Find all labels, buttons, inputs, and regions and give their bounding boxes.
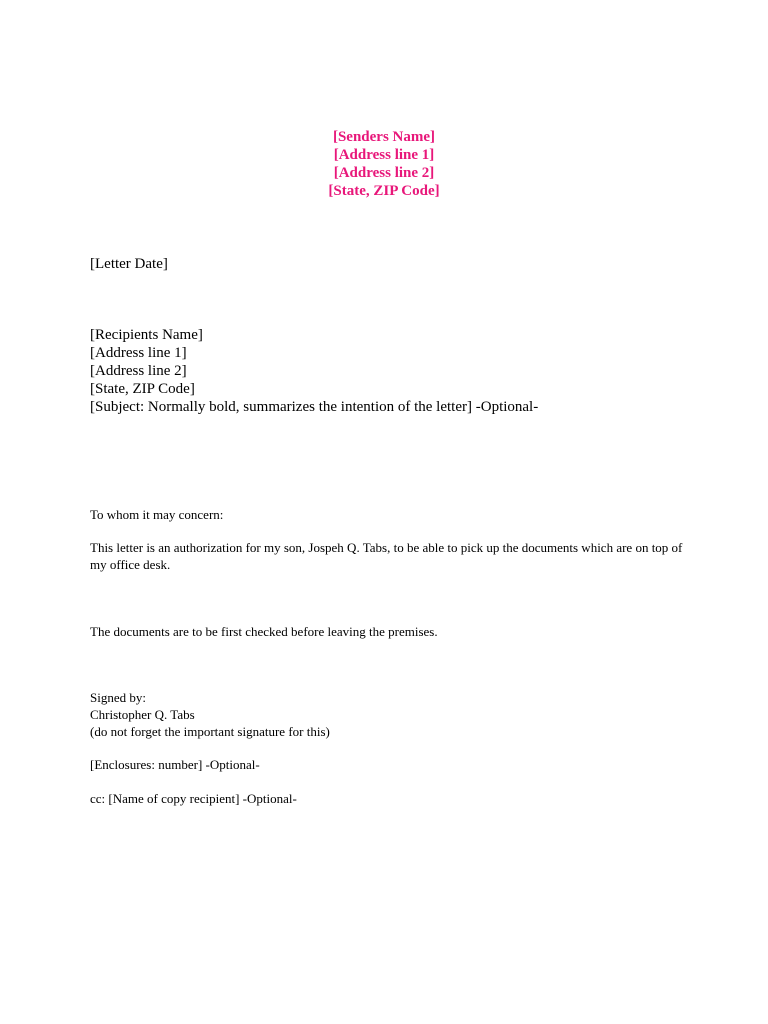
- signed-by-label: Signed by:: [90, 690, 146, 705]
- sender-state-zip: [State, ZIP Code]: [328, 183, 440, 199]
- signature-note: (do not forget the important signature for this): [90, 724, 330, 739]
- letter-date: [Letter Date]: [90, 256, 168, 272]
- recipient-address-line-1: [Address line 1]: [90, 345, 187, 361]
- sender-address-line-2: [Address line 2]: [333, 165, 435, 181]
- sender-address-line-1: [Address line 1]: [333, 147, 435, 163]
- cc-line: cc: [Name of copy recipient] -Optional-: [90, 791, 297, 806]
- recipient-address-block: [90, 326, 538, 416]
- signer-name: Christopher Q. Tabs: [90, 707, 195, 722]
- sender-address-block: [0, 128, 768, 200]
- recipient-address-line-2: [Address line 2]: [90, 363, 187, 379]
- enclosures-line: [Enclosures: number] -Optional-: [90, 757, 260, 772]
- sender-name: [Senders Name]: [332, 129, 436, 145]
- recipient-state-zip: [State, ZIP Code]: [90, 381, 195, 397]
- body-paragraph-2: The documents are to be first checked before leaving the premises.: [90, 624, 438, 639]
- body-paragraph-1: This letter is an authorization for my son, Jospeh Q. Tabs, to be able to pick up the documents which are on top of my office desk.: [90, 540, 683, 572]
- recipient-name: [Recipients Name]: [90, 327, 203, 343]
- signature-block: [90, 689, 330, 740]
- subject-line: [Subject: Normally bold, summarizes the intention of the letter] -Optional-: [90, 399, 539, 415]
- salutation: To whom it may concern:: [90, 507, 224, 522]
